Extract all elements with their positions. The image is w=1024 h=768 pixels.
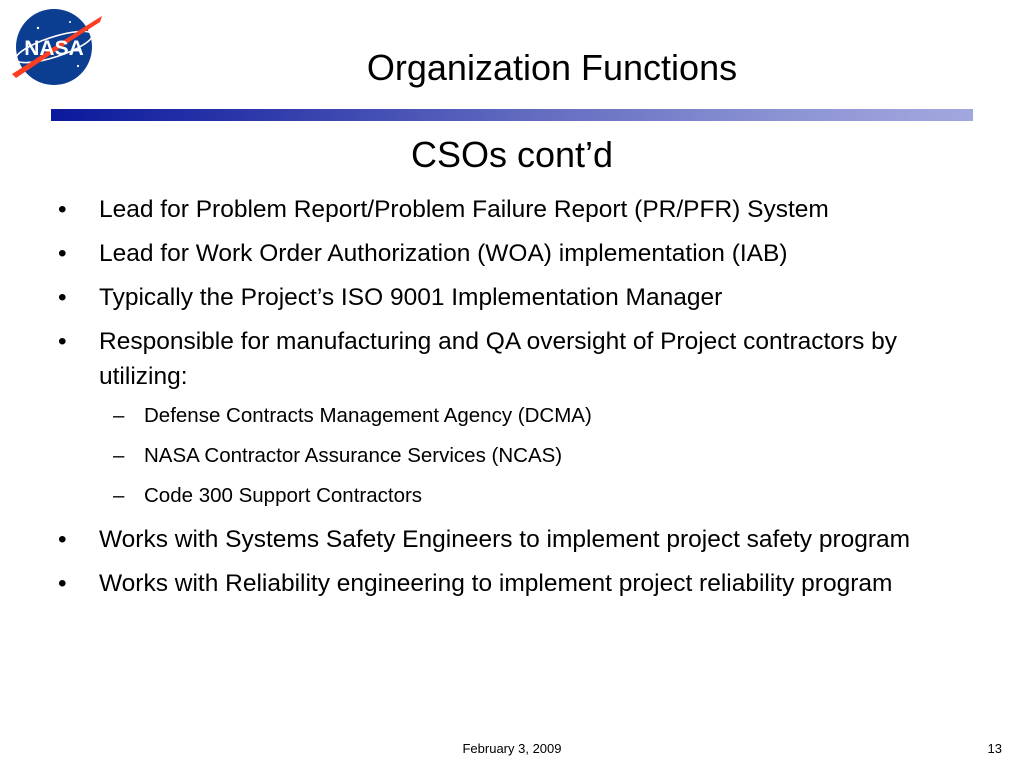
bullet-item — [0, 280, 1024, 315]
dash-mark: – — [113, 444, 125, 467]
sub-bullet-text: Code 300 Support Contractors — [144, 484, 423, 507]
bullet-item — [0, 324, 1024, 394]
sub-bullet-item — [0, 483, 1024, 509]
bullet-item — [0, 192, 1024, 227]
slide-subtitle: CSOs cont’d — [410, 134, 614, 175]
bullet-mark: • — [58, 240, 67, 267]
bullet-text: Lead for Work Order Authorization (WOA) implementation (IAB) — [99, 240, 788, 267]
bullet-list — [0, 192, 1024, 610]
bullet-text: Works with Reliability engineering to implement project reliability program — [99, 570, 893, 597]
svg-text:NASA: NASA — [24, 37, 84, 60]
sub-bullet-text: NASA Contractor Assurance Services (NCAS) — [144, 444, 563, 467]
bullet-mark: • — [58, 526, 67, 553]
bullet-mark: • — [58, 196, 67, 223]
bullet-text: Lead for Problem Report/Problem Failure Report (PR/PFR) System — [99, 196, 829, 223]
slide-title: Organization Functions — [366, 47, 738, 88]
page-number: 13 — [987, 741, 1002, 756]
footer-date: February 3, 2009 — [462, 741, 562, 756]
sub-bullet-item — [0, 403, 1024, 429]
bullet-item — [0, 522, 1024, 557]
dash-mark: – — [113, 484, 125, 507]
bullet-mark: • — [58, 570, 67, 597]
nasa-logo — [8, 6, 104, 88]
bullet-item — [0, 236, 1024, 271]
bullet-text: Responsible for manufacturing and QA oversight of Project contractors by utilizing: — [99, 328, 898, 390]
bullet-text: Works with Systems Safety Engineers to implement project safety program — [99, 526, 911, 553]
dash-mark: – — [113, 404, 125, 427]
bullet-text: Typically the Project’s ISO 9001 Implementation Manager — [99, 284, 723, 311]
sub-bullet-text: Defense Contracts Management Agency (DCMA) — [144, 404, 592, 427]
sub-bullet-item — [0, 443, 1024, 469]
bullet-item — [0, 566, 1024, 601]
bullet-mark: • — [58, 328, 67, 355]
title-divider — [51, 109, 973, 121]
bullet-mark: • — [58, 284, 67, 311]
